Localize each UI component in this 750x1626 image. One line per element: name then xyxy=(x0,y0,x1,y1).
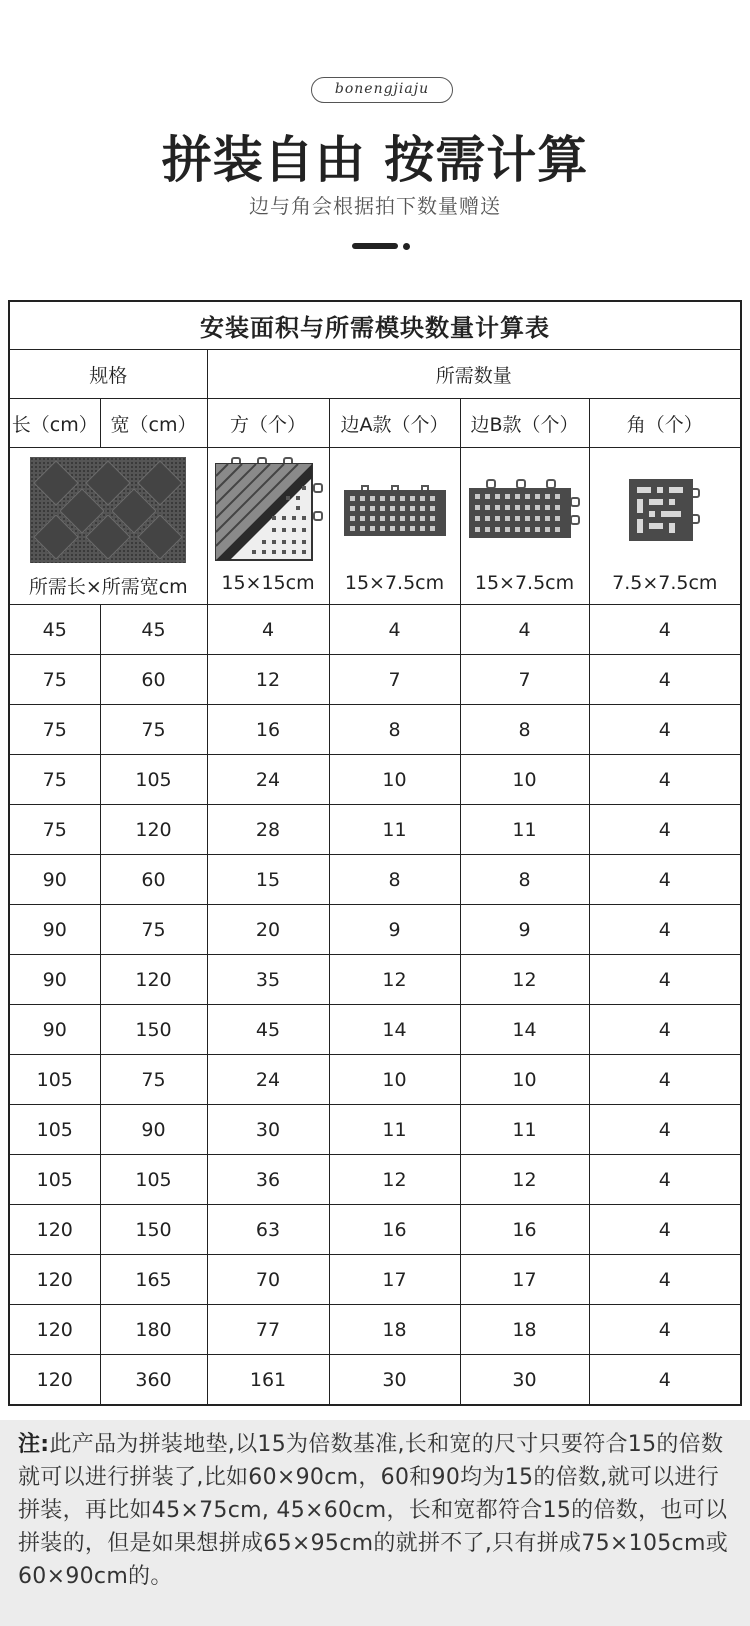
cell-width: 150 xyxy=(100,1005,207,1055)
cell-square: 24 xyxy=(207,1055,329,1105)
table-row xyxy=(9,605,741,655)
cell-width: 105 xyxy=(100,1155,207,1205)
caption-assembled: 所需长×所需宽cm xyxy=(28,576,188,598)
col-header-edge-b: 边B款（个） xyxy=(460,399,589,448)
cell-edge-a: 16 xyxy=(329,1205,460,1255)
col-header-square: 方（个） xyxy=(207,399,329,448)
cell-square: 15 xyxy=(207,855,329,905)
cell-length: 120 xyxy=(9,1205,100,1255)
cell-corner: 4 xyxy=(589,1105,741,1155)
group-qty-header: 所需数量 xyxy=(207,350,741,399)
cell-square: 161 xyxy=(207,1355,329,1406)
cell-width: 75 xyxy=(100,705,207,755)
cell-corner: 4 xyxy=(589,1255,741,1305)
cell-corner: 4 xyxy=(589,1355,741,1406)
col-header-width: 宽（cm） xyxy=(100,399,207,448)
cell-edge-a: 11 xyxy=(329,1105,460,1155)
cell-edge-b: 10 xyxy=(460,1055,589,1105)
note-box xyxy=(0,1420,750,1626)
cell-edge-b: 14 xyxy=(460,1005,589,1055)
cell-edge-a: 30 xyxy=(329,1355,460,1406)
cell-square: 36 xyxy=(207,1155,329,1205)
headline: 拼装自由 按需计算 xyxy=(161,131,589,189)
col-header-corner: 角（个） xyxy=(589,399,741,448)
note-label: 注: xyxy=(18,1432,50,1457)
cell-square: 20 xyxy=(207,905,329,955)
cell-corner: 4 xyxy=(589,1055,741,1105)
table-row xyxy=(9,1055,741,1105)
note-text: 此产品为拼装地垫,以15为倍数基准,长和宽的尺寸只要符合15的倍数就可以进行拼装了,比如60×90cm，60和90均为15的倍数,就可以进行拼装，再比如45×75cm, 45×60cm，长和宽都符合15的倍数，也可以拼装的，但是如果想拼成65×95cm的就拼不了,只有拼成75×105cm或60×90cm的。 xyxy=(18,1432,728,1589)
corner-tile-cell xyxy=(589,448,741,605)
cell-square: 4 xyxy=(207,605,329,655)
cell-edge-a: 8 xyxy=(329,855,460,905)
cell-square: 70 xyxy=(207,1255,329,1305)
cell-width: 45 xyxy=(100,605,207,655)
table-row xyxy=(9,1255,741,1305)
cell-edge-b: 9 xyxy=(460,905,589,955)
corner-tile-image xyxy=(627,475,703,545)
cell-corner: 4 xyxy=(589,1205,741,1255)
cell-corner: 4 xyxy=(589,605,741,655)
caption-square: 15×15cm xyxy=(221,572,315,594)
table-row xyxy=(9,1205,741,1255)
cell-square: 35 xyxy=(207,955,329,1005)
cell-length: 120 xyxy=(9,1355,100,1406)
caption-edge-b: 15×7.5cm xyxy=(474,572,575,594)
cell-edge-b: 18 xyxy=(460,1305,589,1355)
cell-edge-b: 4 xyxy=(460,605,589,655)
table-row xyxy=(9,1105,741,1155)
calc-table xyxy=(8,300,742,1406)
cell-edge-a: 10 xyxy=(329,1055,460,1105)
assembled-mat-cell xyxy=(9,448,207,605)
cell-width: 360 xyxy=(100,1355,207,1406)
table-row xyxy=(9,755,741,805)
cell-edge-a: 7 xyxy=(329,655,460,705)
table-row xyxy=(9,805,741,855)
cell-edge-b: 16 xyxy=(460,1205,589,1255)
table-row xyxy=(9,1305,741,1355)
cell-length: 75 xyxy=(9,655,100,705)
cell-length: 90 xyxy=(9,855,100,905)
col-header-edge-a: 边A款（个） xyxy=(329,399,460,448)
cell-corner: 4 xyxy=(589,955,741,1005)
cell-edge-a: 17 xyxy=(329,1255,460,1305)
cell-length: 120 xyxy=(9,1305,100,1355)
divider-bar xyxy=(352,243,398,249)
cell-edge-a: 14 xyxy=(329,1005,460,1055)
table-row xyxy=(9,705,741,755)
cell-edge-b: 7 xyxy=(460,655,589,705)
brand-pill: bonengjiaju xyxy=(311,77,453,103)
divider-dot xyxy=(403,243,410,250)
cell-width: 150 xyxy=(100,1205,207,1255)
table-row xyxy=(9,955,741,1005)
cell-square: 63 xyxy=(207,1205,329,1255)
cell-corner: 4 xyxy=(589,1005,741,1055)
cell-length: 45 xyxy=(9,605,100,655)
cell-length: 90 xyxy=(9,955,100,1005)
cell-edge-b: 17 xyxy=(460,1255,589,1305)
table-row xyxy=(9,1005,741,1055)
cell-edge-a: 8 xyxy=(329,705,460,755)
caption-corner: 7.5×7.5cm xyxy=(612,572,718,594)
table-row xyxy=(9,1155,741,1205)
cell-length: 75 xyxy=(9,755,100,805)
cell-corner: 4 xyxy=(589,755,741,805)
cell-length: 105 xyxy=(9,1055,100,1105)
cell-edge-b: 12 xyxy=(460,1155,589,1205)
cell-width: 90 xyxy=(100,1105,207,1155)
table-row xyxy=(9,1355,741,1406)
cell-corner: 4 xyxy=(589,1305,741,1355)
cell-corner: 4 xyxy=(589,905,741,955)
edge-b-tile-cell xyxy=(460,448,589,605)
cell-corner: 4 xyxy=(589,805,741,855)
cell-square: 30 xyxy=(207,1105,329,1155)
cell-edge-a: 9 xyxy=(329,905,460,955)
cell-length: 105 xyxy=(9,1155,100,1205)
cell-edge-a: 12 xyxy=(329,955,460,1005)
cell-width: 120 xyxy=(100,955,207,1005)
subline: 边与角会根据拍下数量赠送 xyxy=(249,194,501,218)
col-header-length: 长（cm） xyxy=(9,399,100,448)
cell-width: 120 xyxy=(100,805,207,855)
assembled-mat-image xyxy=(30,457,186,563)
cell-edge-b: 11 xyxy=(460,1105,589,1155)
edge-a-tile-cell xyxy=(329,448,460,605)
cell-edge-a: 12 xyxy=(329,1155,460,1205)
cell-edge-a: 10 xyxy=(329,755,460,805)
cell-edge-a: 11 xyxy=(329,805,460,855)
cell-width: 165 xyxy=(100,1255,207,1305)
cell-length: 75 xyxy=(9,705,100,755)
table-title: 安装面积与所需模块数量计算表 xyxy=(9,301,741,350)
cell-square: 16 xyxy=(207,705,329,755)
cell-corner: 4 xyxy=(589,855,741,905)
edge-a-tile-image xyxy=(342,480,448,540)
cell-edge-b: 11 xyxy=(460,805,589,855)
cell-width: 60 xyxy=(100,655,207,705)
cell-width: 180 xyxy=(100,1305,207,1355)
cell-edge-b: 8 xyxy=(460,855,589,905)
cell-length: 75 xyxy=(9,805,100,855)
edge-b-tile-image xyxy=(467,478,583,542)
cell-edge-b: 8 xyxy=(460,705,589,755)
cell-length: 90 xyxy=(9,1005,100,1055)
cell-length: 105 xyxy=(9,1105,100,1155)
group-spec-header: 规格 xyxy=(9,350,207,399)
cell-square: 24 xyxy=(207,755,329,805)
cell-width: 75 xyxy=(100,1055,207,1105)
cell-edge-b: 10 xyxy=(460,755,589,805)
cell-square: 45 xyxy=(207,1005,329,1055)
cell-length: 90 xyxy=(9,905,100,955)
cell-width: 60 xyxy=(100,855,207,905)
square-tile-cell xyxy=(207,448,329,605)
cell-square: 12 xyxy=(207,655,329,705)
cell-corner: 4 xyxy=(589,705,741,755)
cell-edge-a: 4 xyxy=(329,605,460,655)
table-row xyxy=(9,855,741,905)
cell-corner: 4 xyxy=(589,655,741,705)
cell-edge-b: 30 xyxy=(460,1355,589,1406)
table-row xyxy=(9,655,741,705)
cell-corner: 4 xyxy=(589,1155,741,1205)
caption-edge-a: 15×7.5cm xyxy=(344,572,445,594)
cell-edge-a: 18 xyxy=(329,1305,460,1355)
table-row xyxy=(9,905,741,955)
square-tile-image xyxy=(212,456,324,564)
cell-length: 120 xyxy=(9,1255,100,1305)
cell-square: 28 xyxy=(207,805,329,855)
cell-width: 105 xyxy=(100,755,207,805)
cell-edge-b: 12 xyxy=(460,955,589,1005)
cell-square: 77 xyxy=(207,1305,329,1355)
cell-width: 75 xyxy=(100,905,207,955)
